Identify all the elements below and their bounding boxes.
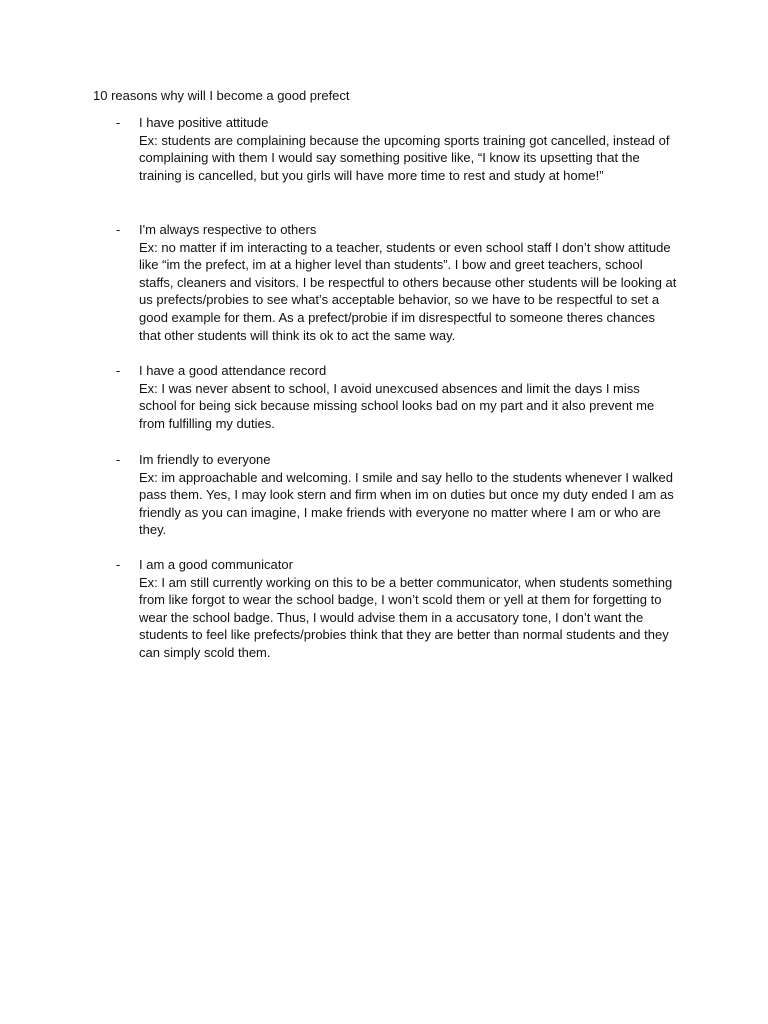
list-item-example: Ex: I was never absent to school, I avoid unexcused absences and limit the days I miss school for being sick because missing school looks bad on my part and it also prevent me from fulfilling my duties. (139, 380, 655, 431)
document-title: 10 reasons why will I become a good prefect (93, 88, 350, 103)
list-item-text (139, 451, 679, 539)
list-item-text (139, 556, 679, 662)
list-item-example: Ex: I am still currently working on this to be a better communicator, when students something from like forgot to wear the school badge, I won’t scold them or yell at them for forgetting to wear the school badge. Thus, I would advise them in a accusatory tone, I don’t want the students to feel like prefects/probies think that they are better than normal students and they can simply scold them. (139, 574, 673, 660)
list-item-example: Ex: students are complaining because the upcoming sports training got cancelled, instead of complaining with them I would say something positive like, “I know its upsetting that the training is cancelled, but you girls will have more time to rest and study at home!” (139, 132, 670, 183)
list-item-text (139, 114, 679, 184)
list-item-example: Ex: no matter if im interacting to a teacher, students or even school staff I don’t show attitude like “im the prefect, im at a higher level than students”. I bow and greet teachers, school staffs, cleaners and visitors. I be respectful to others because other students will be looking at us prefects/probies to see what’s acceptable behavior, so we have to be respectful to set a good example for them. As a prefect/probie if im disrespectful to someone theres chances that other students will think its ok to act the same way. (139, 239, 677, 343)
list-bullet: - (116, 115, 121, 130)
list-item-heading: I have positive attitude (139, 115, 269, 130)
list-item-heading: I am a good communicator (139, 557, 293, 572)
list-bullet: - (116, 363, 121, 378)
list-item-heading: Im friendly to everyone (139, 452, 271, 467)
list-item-heading: I have a good attendance record (139, 363, 327, 378)
list-bullet: - (116, 452, 121, 467)
list-item-text (139, 362, 679, 432)
list-item-example: Ex: im approachable and welcoming. I smile and say hello to the students whenever I walked pass them. Yes, I may look stern and firm when im on duties but once my duty ended I am as friendly as you can imagine, I make friends with everyone no matter where I am or who are they. (139, 469, 674, 538)
list-bullet: - (116, 557, 121, 572)
list-item-text (139, 221, 679, 344)
list-bullet: - (116, 222, 121, 237)
list-item-heading: I'm always respective to others (139, 222, 317, 237)
